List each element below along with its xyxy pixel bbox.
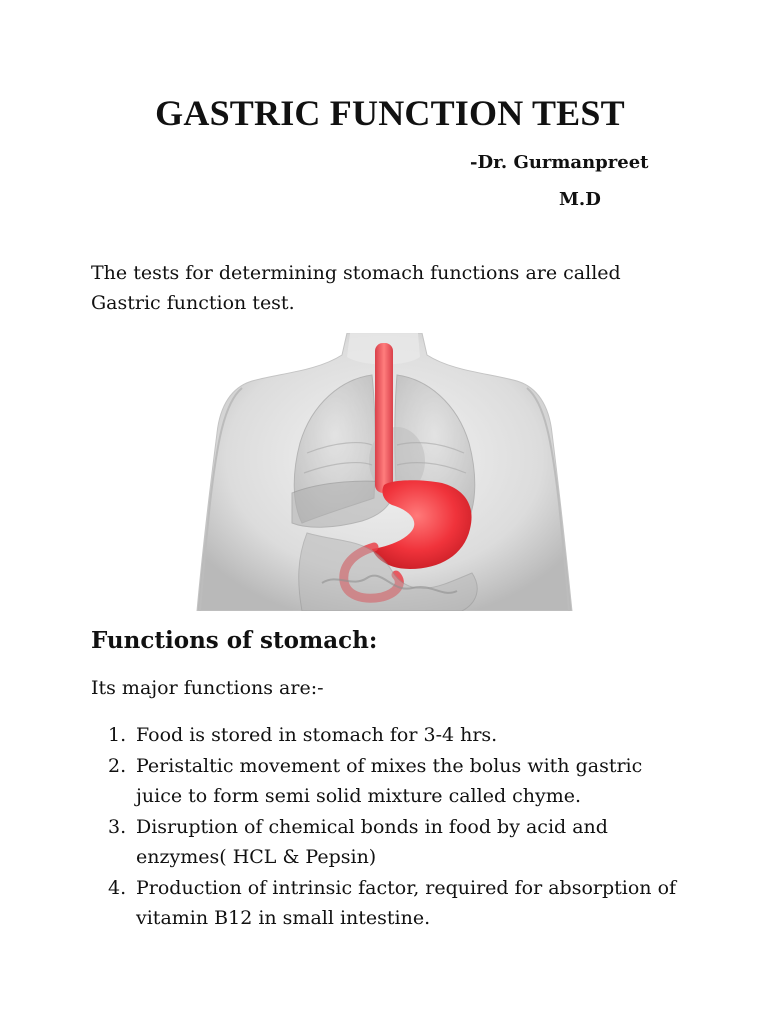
list-item-number: 4. xyxy=(108,876,127,899)
list-item-number: 1. xyxy=(108,724,127,746)
esophagus xyxy=(375,343,393,493)
functions-list xyxy=(108,720,683,934)
list-item xyxy=(108,812,683,873)
list-item xyxy=(108,720,683,751)
list-item xyxy=(108,873,683,934)
intro-paragraph: The tests for determining stomach functions are called Gastric function test. xyxy=(91,262,621,314)
author-degree: M.D xyxy=(559,189,601,210)
list-item-number: 2. xyxy=(108,754,127,777)
list-item-text: Production of intrinsic factor, required for absorption of vitamin B12 in small intestine. xyxy=(136,876,677,929)
author-name: -Dr. Gurmanpreet xyxy=(470,152,649,173)
list-item xyxy=(108,751,683,812)
list-item-text: Disruption of chemical bonds in food by acid and enzymes( HCL & Pepsin) xyxy=(136,815,608,868)
stomach-anatomy-illustration xyxy=(92,333,680,611)
torso-illustration-svg xyxy=(92,333,680,611)
list-item-text: Food is stored in stomach for 3-4 hrs. xyxy=(136,724,498,746)
list-item-number: 3. xyxy=(108,815,127,838)
section-heading: Functions of stomach: xyxy=(91,627,378,654)
document-title: GASTRIC FUNCTION TEST xyxy=(155,93,625,133)
list-item-text: Peristaltic movement of mixes the bolus with gastric juice to form semi solid mixture called chyme. xyxy=(136,754,643,807)
list-lead-text: Its major functions are:- xyxy=(91,677,324,699)
